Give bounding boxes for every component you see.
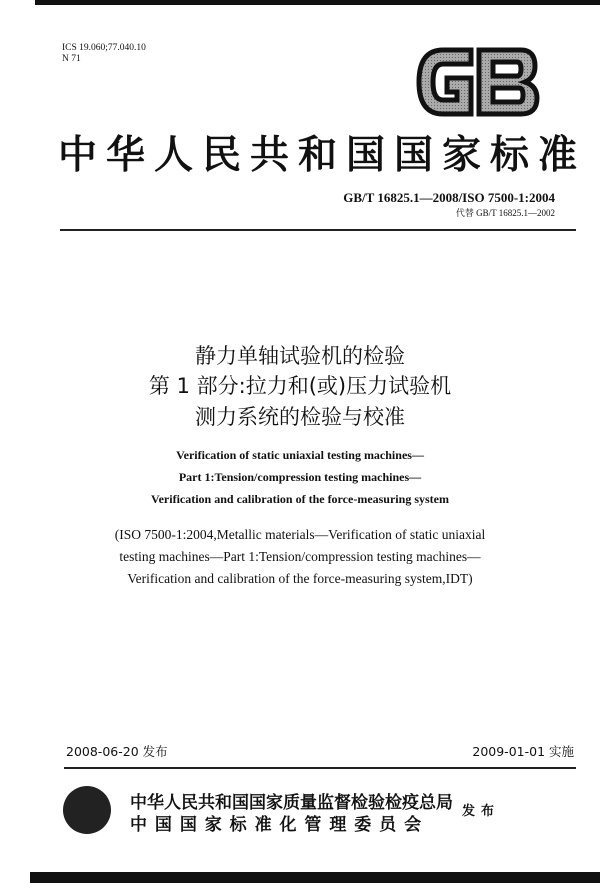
- title-en-line-1: Verification of static uniaxial testing machines—: [176, 448, 424, 462]
- replaces-note: 代替 GB/T 16825.1—2002: [455, 208, 555, 218]
- title-en-line-2: Part 1:Tension/compression testing machines—: [178, 470, 422, 484]
- classification-codes: [62, 43, 146, 65]
- standard-code-block: [343, 190, 555, 219]
- title-cn-line-1: 静力单轴试验机的检验: [195, 344, 405, 368]
- scan-border-top: [35, 0, 600, 5]
- scan-border-bottom: [30, 872, 600, 883]
- equivalence-line-2: testing machines—Part 1:Tension/compression testing machines—: [119, 549, 481, 564]
- publish-label: 发布: [462, 804, 501, 819]
- title-cn-line-3: 测力系统的检验与校准: [195, 405, 405, 429]
- equivalence-line-1: (ISO 7500-1:2004,Metallic materials—Verification of static uniaxial: [114, 527, 486, 542]
- ics-code: ICS 19.060;77.040.10: [62, 43, 146, 53]
- national-standard-heading: 中华人民共和国国家标准: [58, 132, 587, 178]
- equivalence-line-3: Verification and calibration of the force-measuring system,IDT): [127, 571, 473, 586]
- standard-number: GB/T 16825.1—2008/ISO 7500-1:2004: [343, 190, 555, 205]
- publisher-sac: 中 国 国 家 标 准 化 管 理 委 员 会: [130, 815, 423, 835]
- gb-logo: [413, 42, 543, 122]
- official-seal: [63, 786, 111, 834]
- issue-date: 2008-06-20 发布: [66, 744, 168, 759]
- implementation-date: 2009-01-01 实施: [472, 744, 574, 759]
- footer-divider: [64, 767, 576, 769]
- ccs-code: N 71: [62, 54, 81, 64]
- header-divider: [60, 229, 576, 231]
- title-cn-line-2: 第 1 部分:拉力和(或)压力试验机: [148, 374, 452, 398]
- publisher-aqsiq: 中华人民共和国国家质量监督检验检疫总局: [130, 793, 453, 813]
- title-en-line-3: Verification and calibration of the force-measuring system: [151, 492, 449, 506]
